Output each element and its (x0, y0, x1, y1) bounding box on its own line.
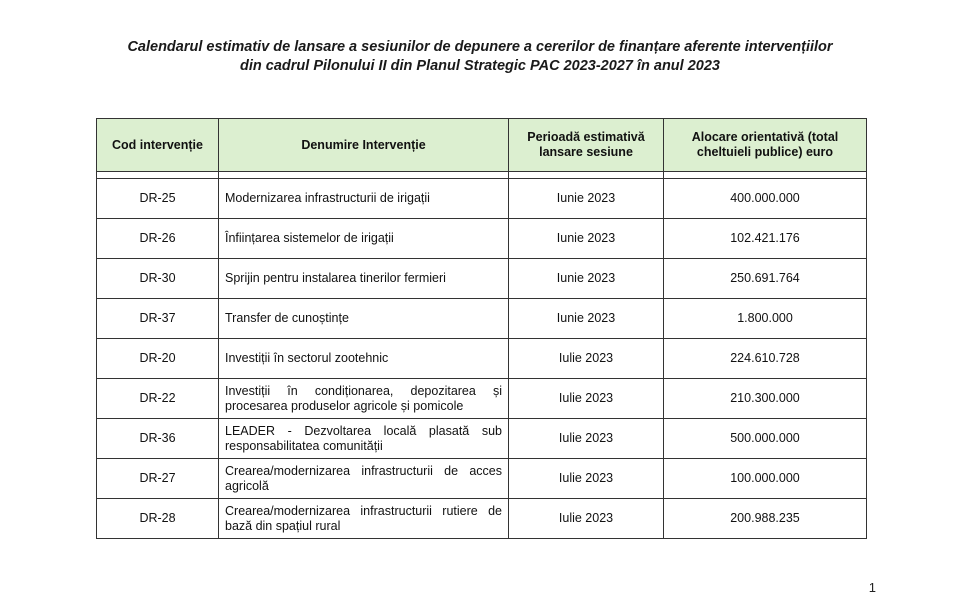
cell-name: Înființarea sistemelor de irigații (219, 219, 509, 259)
cell-code: DR-25 (97, 179, 219, 219)
cell-allocation: 102.421.176 (664, 219, 867, 259)
table-row (97, 219, 867, 259)
table-row (97, 299, 867, 339)
cell-code: DR-36 (97, 419, 219, 459)
cell-allocation: 210.300.000 (664, 379, 867, 419)
cell-allocation: 1.800.000 (664, 299, 867, 339)
header-period: Perioadă estimativă lansare sesiune (509, 119, 664, 172)
cell-name: LEADER - Dezvoltarea locală plasată sub responsabilitatea comunității (219, 419, 509, 459)
table-row (97, 259, 867, 299)
cell-period: Iulie 2023 (509, 459, 664, 499)
table-row (97, 379, 867, 419)
spacer-cell (97, 172, 219, 179)
cell-period: Iulie 2023 (509, 419, 664, 459)
cell-code: DR-26 (97, 219, 219, 259)
cell-name: Modernizarea infrastructurii de irigații (219, 179, 509, 219)
cell-period: Iunie 2023 (509, 179, 664, 219)
table-header-row (97, 119, 867, 172)
cell-name: Investiții în sectorul zootehnic (219, 339, 509, 379)
table-row (97, 179, 867, 219)
cell-period: Iulie 2023 (509, 379, 664, 419)
cell-allocation: 500.000.000 (664, 419, 867, 459)
cell-code: DR-37 (97, 299, 219, 339)
cell-allocation: 100.000.000 (664, 459, 867, 499)
table-row (97, 499, 867, 539)
header-code: Cod intervenție (97, 119, 219, 172)
cell-allocation: 224.610.728 (664, 339, 867, 379)
cell-name: Sprijin pentru instalarea tinerilor fermieri (219, 259, 509, 299)
cell-period: Iulie 2023 (509, 339, 664, 379)
header-allocation: Alocare orientativă (total cheltuieli publice) euro (664, 119, 867, 172)
spacer-cell (509, 172, 664, 179)
cell-code: DR-20 (97, 339, 219, 379)
cell-period: Iunie 2023 (509, 299, 664, 339)
document-title-line-1: Calendarul estimativ de lansare a sesiunilor de depunere a cererilor de finanțare aferente intervențiilor (127, 39, 833, 55)
document-title-line-2: din cadrul Pilonului II din Planul Strategic PAC 2023-2027 în anul 2023 (240, 58, 720, 74)
cell-code: DR-30 (97, 259, 219, 299)
cell-name: Crearea/modernizarea infrastructurii de acces agricolă (219, 459, 509, 499)
cell-period: Iunie 2023 (509, 219, 664, 259)
cell-allocation: 400.000.000 (664, 179, 867, 219)
cell-code: DR-28 (97, 499, 219, 539)
spacer-cell (219, 172, 509, 179)
cell-code: DR-27 (97, 459, 219, 499)
cell-period: Iulie 2023 (509, 499, 664, 539)
cell-name: Investiții în condiționarea, depozitarea și procesarea produselor agricole și pomicole (219, 379, 509, 419)
document-title (0, 38, 960, 76)
header-name: Denumire Intervenție (219, 119, 509, 172)
table-row (97, 339, 867, 379)
cell-period: Iunie 2023 (509, 259, 664, 299)
table-row (97, 459, 867, 499)
spacer-cell (664, 172, 867, 179)
table-row (97, 419, 867, 459)
cell-name: Crearea/modernizarea infrastructurii rutiere de bază din spațiul rural (219, 499, 509, 539)
interventions-table (96, 118, 867, 539)
cell-allocation: 200.988.235 (664, 499, 867, 539)
page-number: 1 (868, 580, 876, 595)
cell-allocation: 250.691.764 (664, 259, 867, 299)
cell-name: Transfer de cunoștințe (219, 299, 509, 339)
table-spacer-row (97, 172, 867, 179)
cell-code: DR-22 (97, 379, 219, 419)
